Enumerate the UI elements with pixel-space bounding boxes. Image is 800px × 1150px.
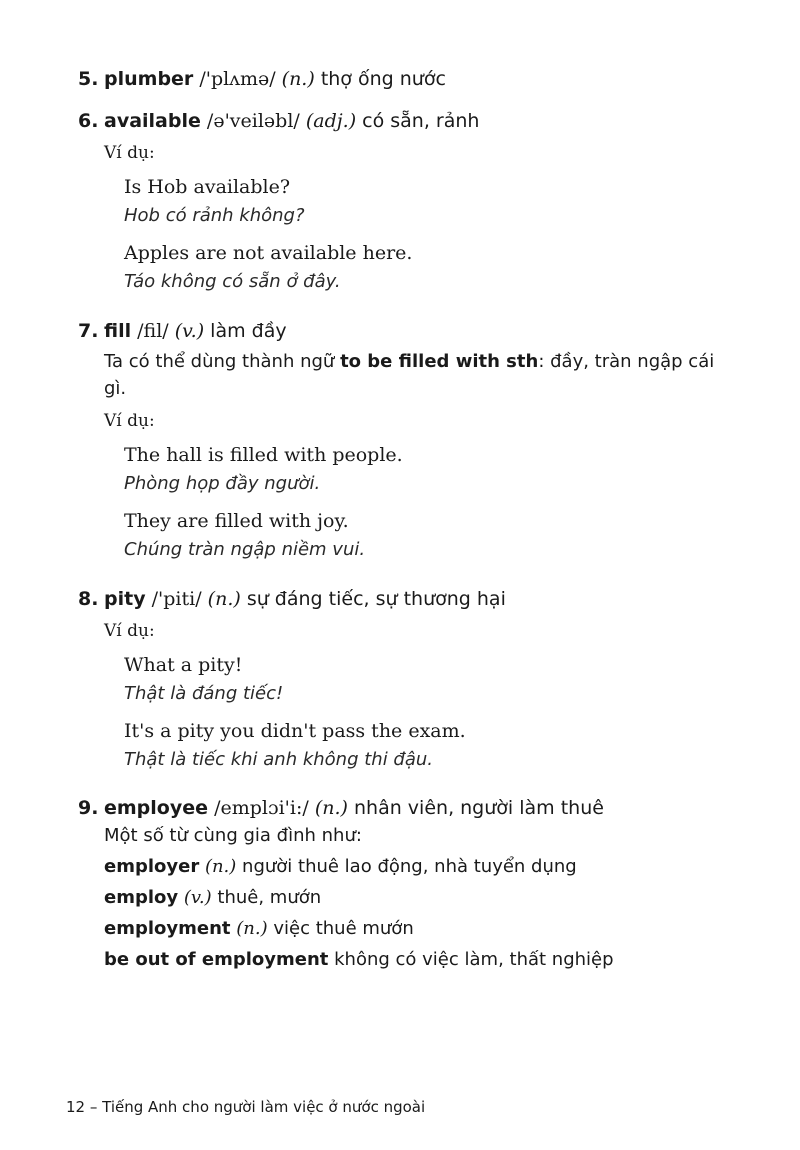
- entry-pity: [78, 586, 738, 782]
- entry-word: pity: [104, 588, 146, 610]
- example-label: Ví dụ:: [104, 411, 155, 431]
- related-word-row: [104, 851, 738, 882]
- related-pos: (n.): [236, 918, 268, 939]
- example-english: Apples are not available here.: [124, 242, 413, 264]
- example: [124, 440, 738, 498]
- entry-head: [78, 66, 738, 92]
- example-vietnamese: Hob có rảnh không?: [124, 205, 305, 226]
- entry-ipa: /emplɔi'i:/: [214, 797, 309, 819]
- related-intro: Một số từ cùng gia đình như:: [104, 825, 362, 846]
- example-vietnamese: Chúng tràn ngập niềm vui.: [124, 539, 366, 560]
- entry-meaning: có sẵn, rảnh: [362, 110, 480, 132]
- related-word-row: [104, 882, 738, 913]
- related-meaning: không có việc làm, thất nghiệp: [334, 949, 614, 970]
- related-word: be out of employment: [104, 949, 329, 970]
- example: [124, 716, 738, 774]
- related-word: employer: [104, 856, 200, 877]
- related-word-row: [104, 913, 738, 944]
- entry-head: [78, 108, 738, 134]
- entry-pos: (v.): [174, 320, 205, 342]
- related-pos: (n.): [204, 856, 237, 877]
- entry-ipa: /'piti/: [151, 588, 202, 610]
- related-word: employ: [104, 887, 179, 908]
- entry-ipa: /fil/: [137, 320, 169, 342]
- entry-meaning: làm đầy: [210, 320, 287, 342]
- related-meaning: việc thuê mướn: [273, 918, 414, 939]
- example-vietnamese: Thật là đáng tiếc!: [124, 683, 284, 704]
- entry-employee: [78, 795, 738, 975]
- usage-note: [104, 348, 738, 402]
- example-list: [124, 650, 738, 774]
- entry-head: [78, 586, 738, 612]
- entry-meaning: sự đáng tiếc, sự thương hại: [246, 588, 506, 610]
- example-vietnamese: Táo không có sẵn ở đây.: [124, 271, 341, 292]
- related-word: employment: [104, 918, 231, 939]
- entry-pos: (n.): [281, 68, 315, 90]
- entry-number: 6.: [78, 110, 99, 132]
- entry-ipa: /'plʌmə/: [199, 68, 276, 90]
- example-english: They are filled with joy.: [124, 510, 349, 532]
- page-footer: 12 – Tiếng Anh cho người làm việc ở nước ngoài: [66, 1098, 426, 1116]
- example-english: The hall is filled with people.: [124, 444, 403, 466]
- related-meaning: thuê, mướn: [217, 887, 322, 908]
- entry-plumber: [78, 66, 738, 92]
- entry-meaning: thợ ống nước: [320, 68, 446, 90]
- entry-number: 8.: [78, 588, 99, 610]
- example-vietnamese: Thật là tiếc khi anh không thi đậu.: [124, 749, 434, 770]
- related-word-row: [104, 944, 738, 975]
- example-list: [124, 440, 738, 564]
- usage-note-text: : đầy, tràn ngập cái gì.: [104, 351, 715, 399]
- entry-head: [78, 795, 738, 821]
- example-label: Ví dụ:: [104, 621, 155, 641]
- example-english: What a pity!: [124, 654, 243, 676]
- entry-meaning: nhân viên, người làm thuê: [354, 797, 604, 819]
- related-meaning: người thuê lao động, nhà tuyển dụng: [242, 856, 577, 877]
- entry-pos: (n.): [314, 797, 348, 819]
- related-pos: (v.): [183, 887, 212, 908]
- entry-number: 7.: [78, 320, 99, 342]
- idiom-phrase: to be filled with sth: [340, 351, 539, 372]
- entry-number: 5.: [78, 68, 99, 90]
- example: [124, 238, 738, 296]
- example-label: Ví dụ:: [104, 143, 155, 163]
- entry-word: fill: [104, 320, 132, 342]
- entry-pos: (adj.): [305, 110, 357, 132]
- example-vietnamese: Phòng họp đầy người.: [124, 473, 321, 494]
- entry-head: [78, 318, 738, 344]
- example-english: Is Hob available?: [124, 176, 291, 198]
- example: [124, 506, 738, 564]
- example-english: It's a pity you didn't pass the exam.: [124, 720, 466, 742]
- usage-note-text: Ta có thể dùng thành ngữ: [104, 351, 341, 372]
- entry-pos: (n.): [207, 588, 241, 610]
- entry-available: [78, 108, 738, 304]
- example: [124, 650, 738, 708]
- entry-ipa: /ə'veiləbl/: [206, 110, 300, 132]
- entry-word: employee: [104, 797, 209, 819]
- example-list: [124, 172, 738, 296]
- entry-fill: [78, 318, 738, 572]
- example: [124, 172, 738, 230]
- entry-word: available: [104, 110, 201, 132]
- related-words: [104, 821, 738, 975]
- entry-number: 9.: [78, 797, 99, 819]
- entry-word: plumber: [104, 68, 194, 90]
